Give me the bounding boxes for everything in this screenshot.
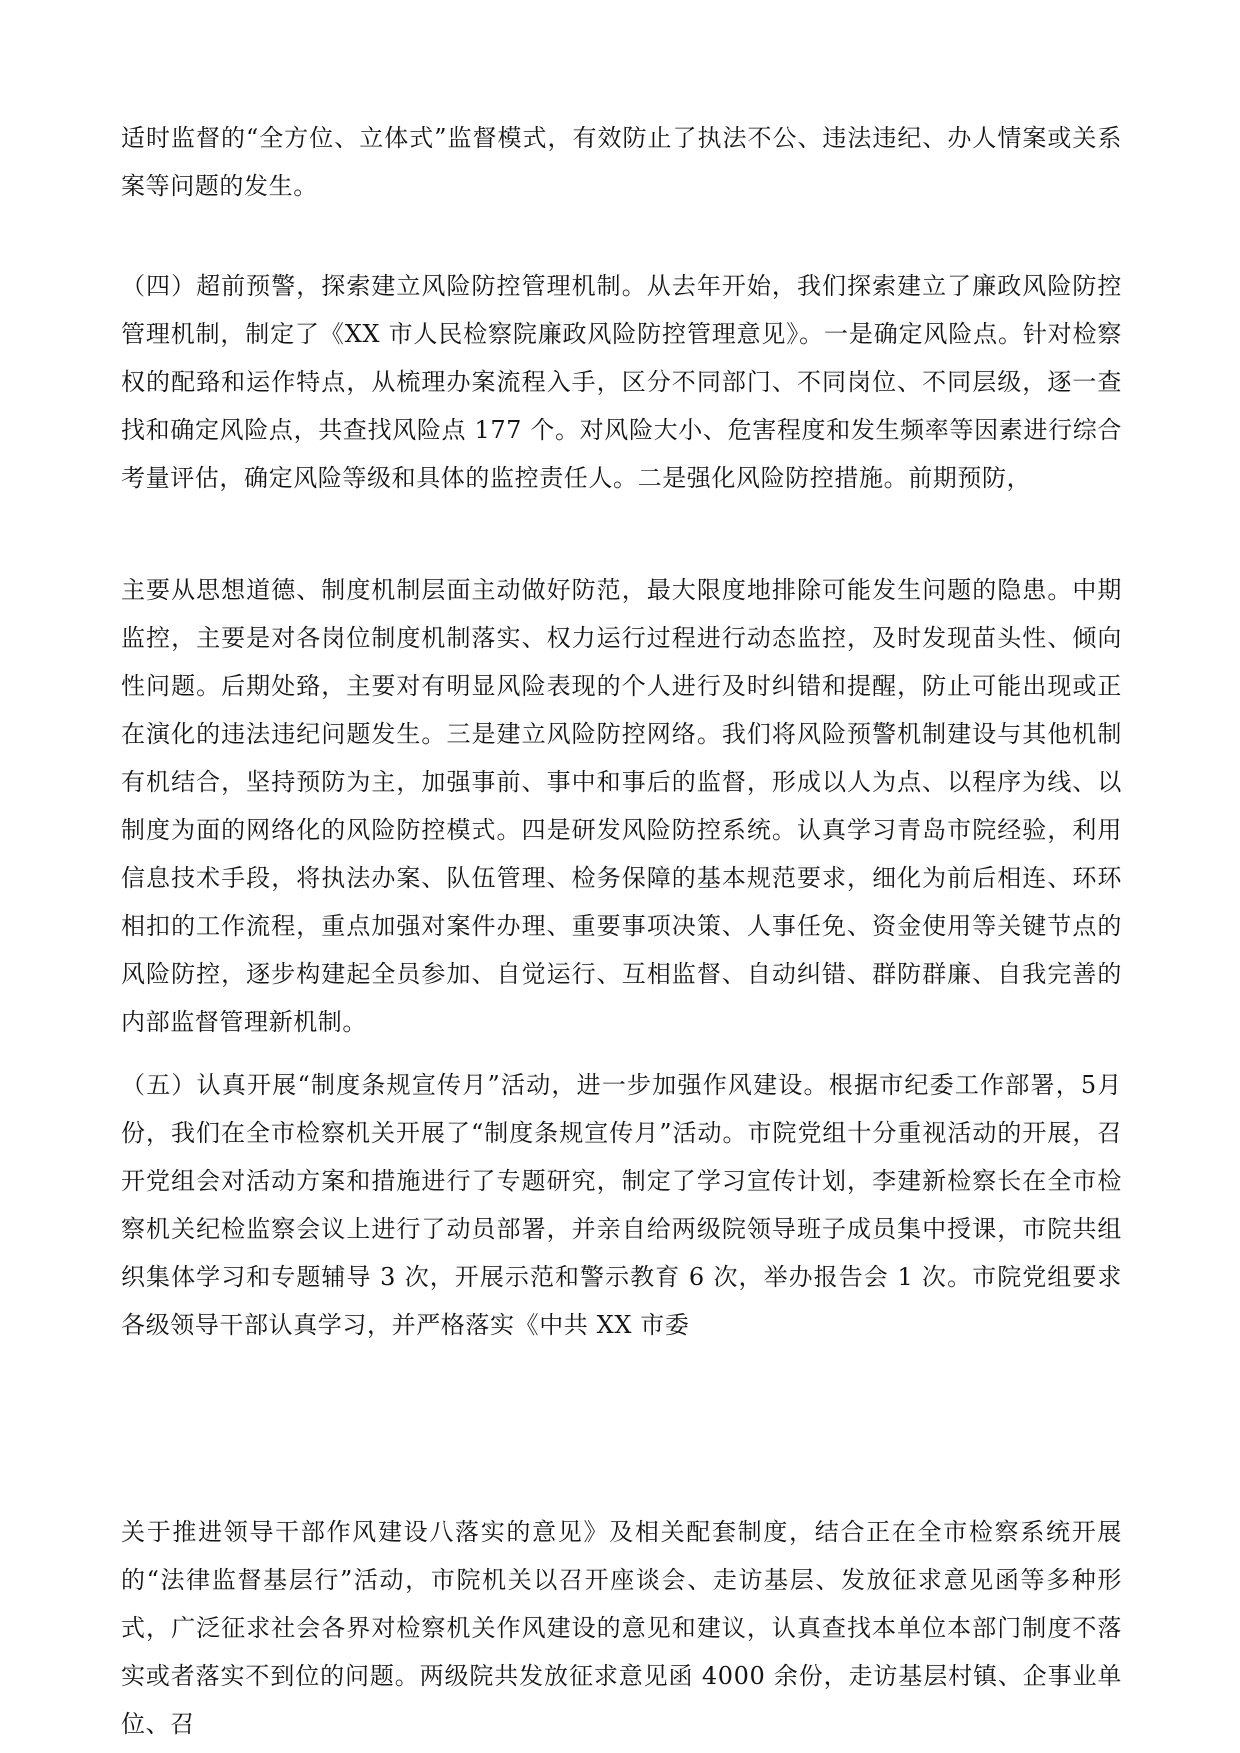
paragraph-risk-control-measures: 主要从思想道德、制度机制层面主动做好防范，最大限度地排除可能发生问题的隐患。中期监控，主要是对各岗位制度机制落实、权力运行过程进行动态监控，及时发现苗头性、倾向性问题。后期处臵，主要对有明显风险表现的个人进行及时纠错和提醒，防止可能出现或正在演化的违法违纪问题发生。三是建立风险防控网络。我们将风险预警机制建设与其他机制有机结合，坚持预防为主，加强事前、事中和事后的监督，形成以人为点、以程序为线、以制度为面的网络化的风险防控模式。四是研发风险防控系统。认真学习青岛市院经验，利用信息技术手段，将执法办案、队伍管理、检务保障的基本规范要求，细化为前后相连、环环相扣的工作流程，重点加强对案件办理、重要事项决策、人事任免、资金使用等关键节点的风险防控，逐步构建起全员参加、自觉运行、互相监督、自动纠错、群防群廉、自我完善的内部监督管理新机制。	[121, 576, 1122, 1036]
paragraph-risk-warning-mechanism: （四）超前预警，探索建立风险防控管理机制。从去年开始，我们探索建立了廉政风险防控管理机制，制定了《XX 市人民检察院廉政风险防控管理意见》。一是确定风险点。针对检察权的配臵和运作特点，从梳理办案流程入手，区分不同部门、不同岗位、不同层级，逐一查找和确定风险点，共查找风险点 177 个。对风险大小、危害程度和发生频率等因素进行综合考量评估，确定风险等级和具体的监控责任人。二是强化风险防控措施。前期预防，	[121, 272, 1122, 492]
paragraph-supervision-mode: 适时监督的“全方位、立体式”监督模式，有效防止了执法不公、违法违纪、办人情案或关系案等问题的发生。	[121, 124, 1122, 200]
paragraph-work-style-opinions: 关于推进领导干部作风建设八落实的意见》及相关配套制度，结合正在全市检察系统开展的“法律监督基层行”活动，市院机关以召开座谈会、走访基层、发放征求意见函等多种形式，广泛征求社会各界对检察机关作风建设的意见和建议，认真查找本单位本部门制度不落实或者落实不到位的问题。两级院共发放征求意见函 4000 余份，走访基层村镇、企事业单位、召	[121, 1518, 1122, 1738]
paragraph-publicity-month: （五）认真开展“制度条规宣传月”活动，进一步加强作风建设。根据市纪委工作部署，5月份，我们在全市检察机关开展了“制度条规宣传月”活动。市院党组十分重视活动的开展，召开党组会对活动方案和措施进行了专题研究，制定了学习宣传计划，李建新检察长在全市检察机关纪检监察会议上进行了动员部署，并亲自给两级院领导班子成员集中授课，市院共组织集体学习和专题辅导 3 次，开展示范和警示教育 6 次，举办报告会 1 次。市院党组要求各级领导干部认真学习，并严格落实《中共 XX 市委	[121, 1071, 1122, 1339]
